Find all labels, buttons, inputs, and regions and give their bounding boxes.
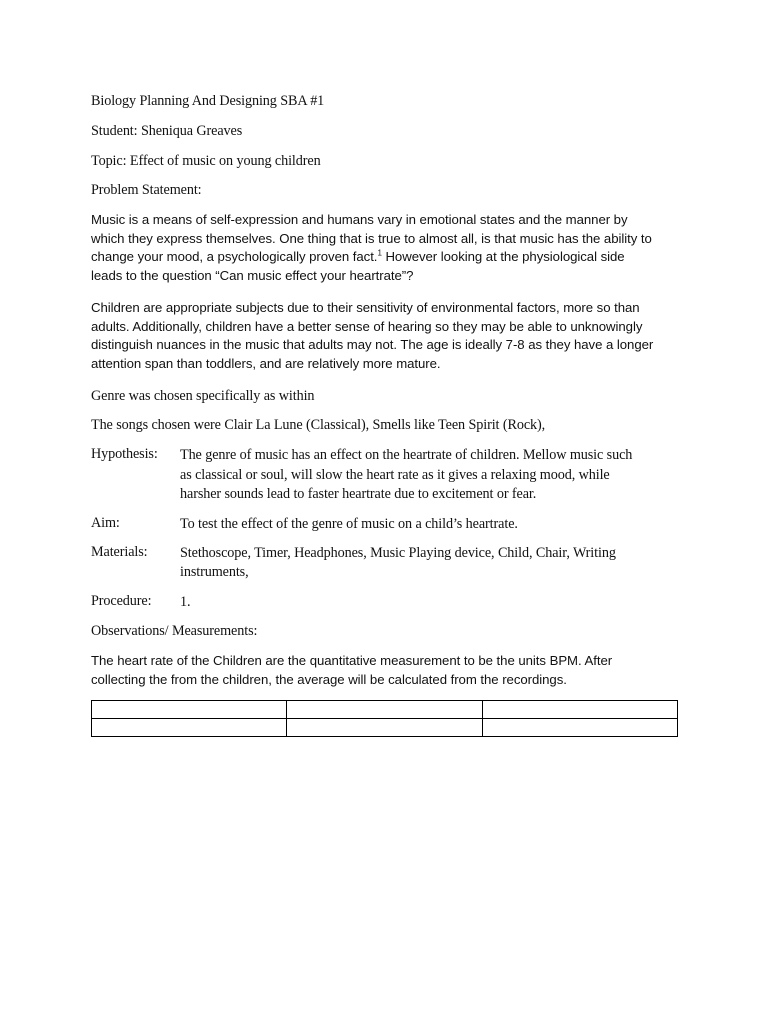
paragraph-line: Children are appropriate subjects due to their sensitivity of environmental factors, more so than <box>91 300 640 315</box>
document-title: Biology Planning And Designing SBA #1 <box>91 93 325 109</box>
footnote-marker: 1 <box>377 248 382 258</box>
table-cell <box>287 719 482 737</box>
paragraph-line-end: However looking at the physiological side <box>381 249 625 265</box>
materials-label: Materials: <box>91 544 148 560</box>
problem-statement-heading: Problem Statement: <box>91 182 202 198</box>
aim-text <box>180 515 518 535</box>
observations-heading: Observations/ Measurements: <box>91 623 258 639</box>
subjects-paragraph <box>91 299 691 373</box>
observations-table <box>91 700 678 737</box>
paragraph-line: adults. Additionally, children have a better sense of hearing so they may be able to unknowingly <box>91 318 643 334</box>
materials-line: instruments, <box>180 564 249 580</box>
paragraph-line: collecting the from the children, the average will be calculated from the recordings. <box>91 671 567 687</box>
procedure-line: 1. <box>180 594 191 610</box>
hypothesis-line: The genre of music has an effect on the heartrate of children. Mellow music such <box>180 447 633 463</box>
procedure-label: Procedure: <box>91 593 152 609</box>
hypothesis-line: as classical or soul, will slow the heart rate as it gives a relaxing mood, while <box>180 466 610 483</box>
table-cell <box>92 719 287 737</box>
paragraph-line: distinguish nuances in the music that adults may not. The age is ideally 7-8 as they have a longer <box>91 337 654 353</box>
topic-line: Topic: Effect of music on young children <box>91 153 321 169</box>
table-cell <box>482 701 677 719</box>
hypothesis-line: harsher sounds lead to faster heartrate due to excitement or fear. <box>180 486 537 502</box>
table-cell <box>287 701 482 719</box>
paragraph-line: The heart rate of the Children are the quantitative measurement to be the units BPM. After <box>91 653 613 668</box>
hypothesis-label: Hypothesis: <box>91 446 158 462</box>
paragraph-line-start: change your mood, a psychologically proven fact. <box>91 249 378 265</box>
aim-line: To test the effect of the genre of music on a child’s heartrate. <box>180 516 518 532</box>
paragraph-line: leads to the question “Can music effect your heartrate”? <box>91 267 414 283</box>
materials-line: Stethoscope, Timer, Headphones, Music Playing device, Child, Chair, Writing <box>180 545 616 561</box>
problem-statement-paragraph <box>91 211 691 285</box>
student-line: Student: Sheniqua Greaves <box>91 123 243 139</box>
paragraph-line: Music is a means of self-expression and humans vary in emotional states and the manner by <box>91 212 628 227</box>
procedure-text <box>180 593 190 613</box>
hypothesis-text <box>180 446 632 505</box>
songs-line: The songs chosen were Clair La Lune (Classical), Smells like Teen Spirit (Rock), <box>91 417 546 433</box>
aim-label: Aim: <box>91 515 120 531</box>
materials-text <box>180 544 616 582</box>
table-cell <box>482 719 677 737</box>
table-cell <box>92 701 287 719</box>
paragraph-line: attention span than toddlers, and are relatively more mature. <box>91 355 441 371</box>
table-row <box>92 701 678 719</box>
paragraph-line: which they express themselves. One thing that is true to almost all, is that music has the ability to <box>91 230 652 246</box>
genre-line: Genre was chosen specifically as within <box>91 388 315 404</box>
table-row <box>92 719 678 737</box>
measurement-paragraph <box>91 652 691 689</box>
paragraph-line <box>91 248 691 267</box>
